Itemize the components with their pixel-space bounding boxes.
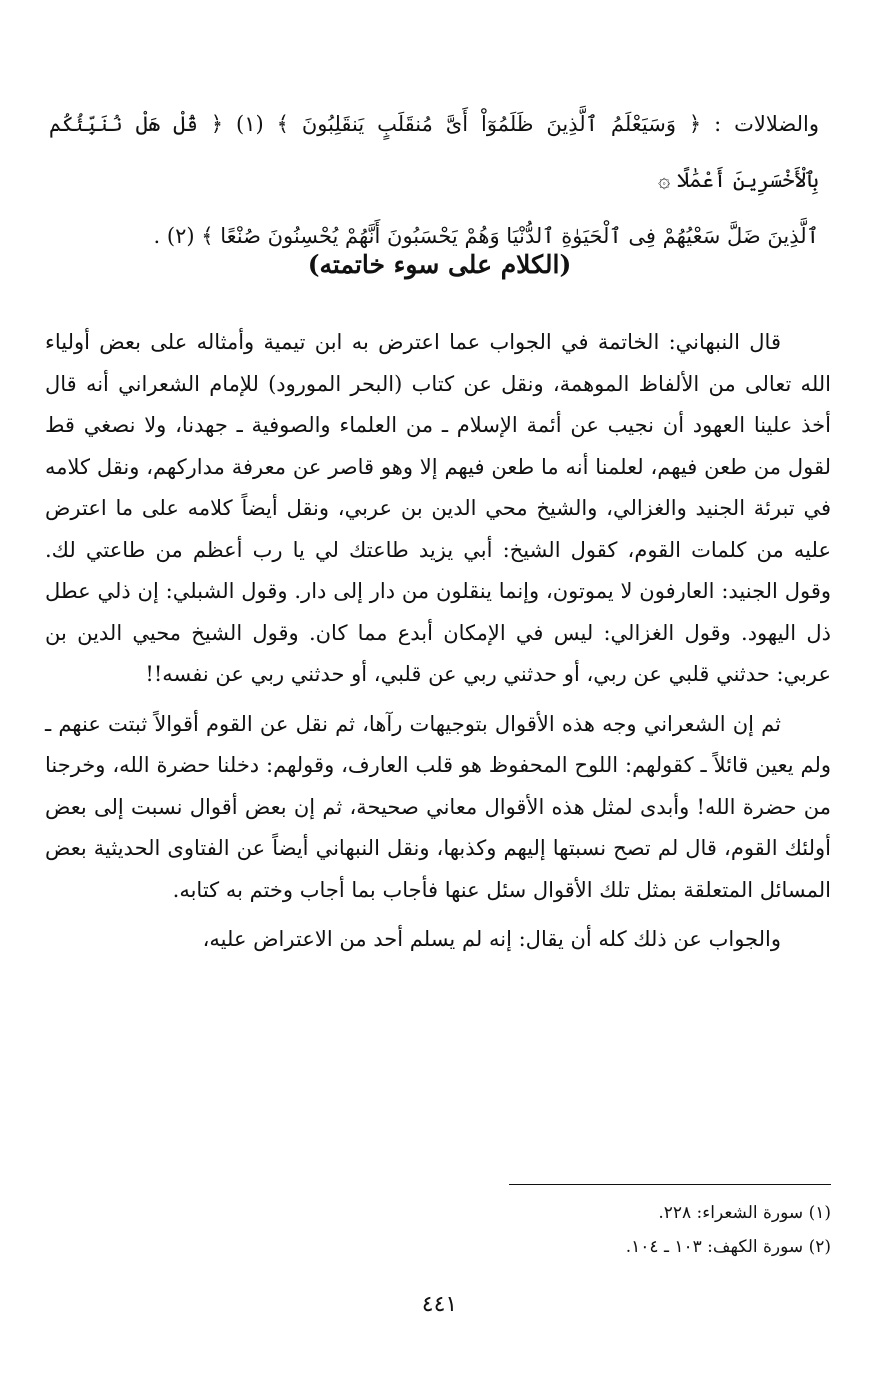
section-heading: (الكلام على سوء خاتمته)	[307, 250, 572, 279]
footnote-divider	[509, 1184, 831, 1185]
footnote-1: (١) سورة الشعراء: ٢٢٨.	[658, 1203, 831, 1223]
paragraph-3: والجواب عن ذلك كله أن يقال: إنه لم يسلم أحد من الاعتراض عليه،	[202, 927, 781, 951]
footnotes	[331, 1196, 831, 1264]
quran-quote-line-2: ٱلَّذِينَ ضَلَّ سَعْيُهُمْ فِى ٱلْحَيَوٰةِ ٱلدُّنْيَا وَهُمْ يَحْسَبُونَ أَنَّهُمْ يُحْسِنُونَ صُنْعًا ﴾ (٢) .	[153, 224, 819, 248]
page-number: ٤٤١	[421, 1292, 458, 1317]
body-text	[45, 322, 831, 969]
paragraph-2: ثم إن الشعراني وجه هذه الأقوال بتوجيهات رآها، ثم نقل عن القوم أقوالاً ثبتت عنهم ـ ولم يعين قائلاً ـ كقولهم: اللوح المحفوظ هو قلب العارف، وقولهم: دخلنا حضرة الله، وخرجنا من حضرة الله! وأبدى لمثل هذه الأقوال معاني صحيحة، ثم إن بعض أقوال نسبت إلى بعض أولئك القوم، قال لم تصح نسبتها إليهم وكذبها، ونقل النبهاني أيضاً عن الفتاوى الحديثية بعض المسائل المتعلقة بمثل تلك الأقوال سئل عنها فأجاب بما أجاب وختم به كتابه.	[45, 711, 831, 902]
quran-quote-line-1: والضلالات : ﴿ وَسَيَعْلَمُ ٱلَّذِينَ ظَلَمُوٓاْ أَىَّ مُنقَلَبٍ يَنقَلِبُونَ ﴾ (١) ﴿ قُلْ هَلْ نُنَبِّئُكُم بِٱلْأَخْسَرِينَ أَعْمَٰلًا ۞	[49, 112, 819, 192]
paragraph-1: قال النبهاني: الخاتمة في الجواب عما اعترض به ابن تيمية وأمثاله على بعض أولياء الله تعالى من الألفاظ الموهمة، ونقل عن كتاب (البحر المورود) للإمام الشعراني أنه قال أخذ علينا العهود أن نجيب عن أئمة الإسلام ـ من العلماء والصوفية ـ جهدنا، ولا نصغي قط لقول من طعن فيهم، لعلمنا أنه ما طعن فيهم إلا وهو قاصر عن معرفة مداركهم، ونقل كلامه في تبرئة الجنيد والغزالي، والشيخ محي الدين بن عربي، ونقل أيضاً كلامه على ما اعترض عليه من كلمات القوم، كقول الشيخ: أبي يزيد طاعتك لي يا رب أعظم من طاعتي لك. وقول الجنيد: العارفون لا يموتون، وإنما ينقلون من دار إلى دار. وقول الشبلي: إن ذلي عطل ذل اليهود. وقول الغزالي: ليس في الإمكان أبدع مما كان. وقول الشيخ محيي الدين بن عربي: حدثني قلبي عن ربي، أو حدثني ربي عن قلبي، أو حدثني ربي عن نفسه!!	[45, 330, 831, 686]
footnote-2: (٢) سورة الكهف: ١٠٣ ـ ١٠٤.	[625, 1237, 831, 1257]
quran-quote-block	[49, 96, 819, 264]
